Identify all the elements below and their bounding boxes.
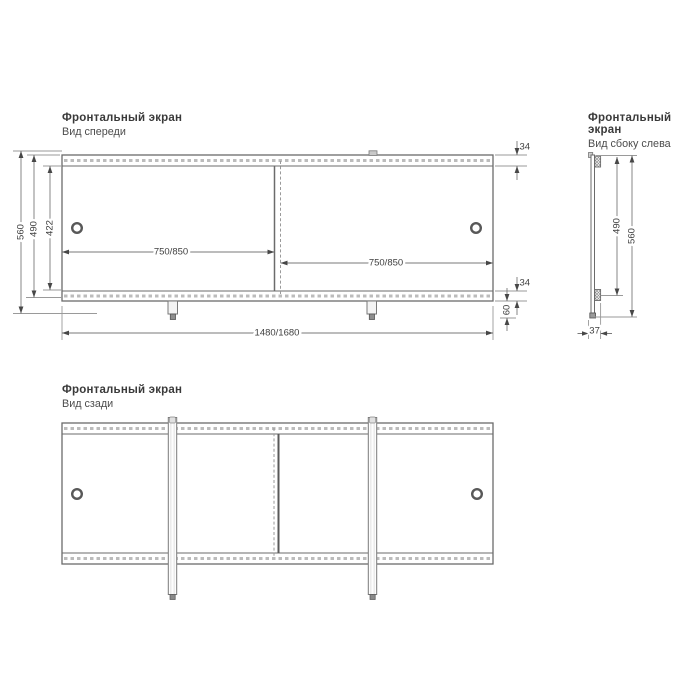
side-panel-profile <box>591 155 595 313</box>
front-dim-leg-height: 60 <box>501 304 513 316</box>
side-view-dimensions <box>578 156 638 340</box>
side-top-rail-section <box>595 156 601 167</box>
front-view-drawing <box>62 151 493 320</box>
rear-view-drawing <box>62 417 493 600</box>
front-dim-overall-width: 1480/1680 <box>254 327 300 339</box>
front-top-clip <box>369 151 377 156</box>
side-dim-depth: 37 <box>589 325 600 337</box>
rear-view-subtitle: Вид сзади <box>62 398 114 410</box>
rear-right-leg-post <box>368 417 376 600</box>
front-right-leg <box>367 301 377 320</box>
front-dim-overall-height: 560 <box>15 224 27 240</box>
front-left-leg <box>168 301 178 320</box>
front-view-title: Фронтальный экран <box>62 112 183 124</box>
side-dim-frame-height: 490 <box>611 218 623 234</box>
side-view-subtitle: Вид сбоку слева <box>588 138 671 150</box>
front-left-handle-hole-icon <box>72 223 82 233</box>
rear-left-leg-post <box>168 417 176 600</box>
front-dim-right-panel-width: 750/850 <box>368 257 404 269</box>
front-panel-outline <box>62 155 493 301</box>
front-view-subtitle: Вид спереди <box>62 126 126 138</box>
side-foot <box>590 313 596 318</box>
front-dim-top-rail: 34 <box>519 141 531 153</box>
front-dim-frame-height: 490 <box>28 221 40 237</box>
side-view-drawing <box>589 153 601 319</box>
front-dim-inner-height: 422 <box>44 220 56 236</box>
front-dim-left-panel-width: 750/850 <box>153 246 189 258</box>
front-dim-bottom-rail: 34 <box>519 277 531 289</box>
side-view-title: Фронтальный экран <box>588 112 672 136</box>
front-right-handle-hole-icon <box>471 223 481 233</box>
rear-right-handle-hole-icon <box>472 489 482 499</box>
rear-left-handle-hole-icon <box>72 489 82 499</box>
side-bottom-rail-section <box>595 290 601 301</box>
rear-view-title: Фронтальный экран <box>62 384 183 396</box>
side-dim-overall-height: 560 <box>626 228 638 244</box>
